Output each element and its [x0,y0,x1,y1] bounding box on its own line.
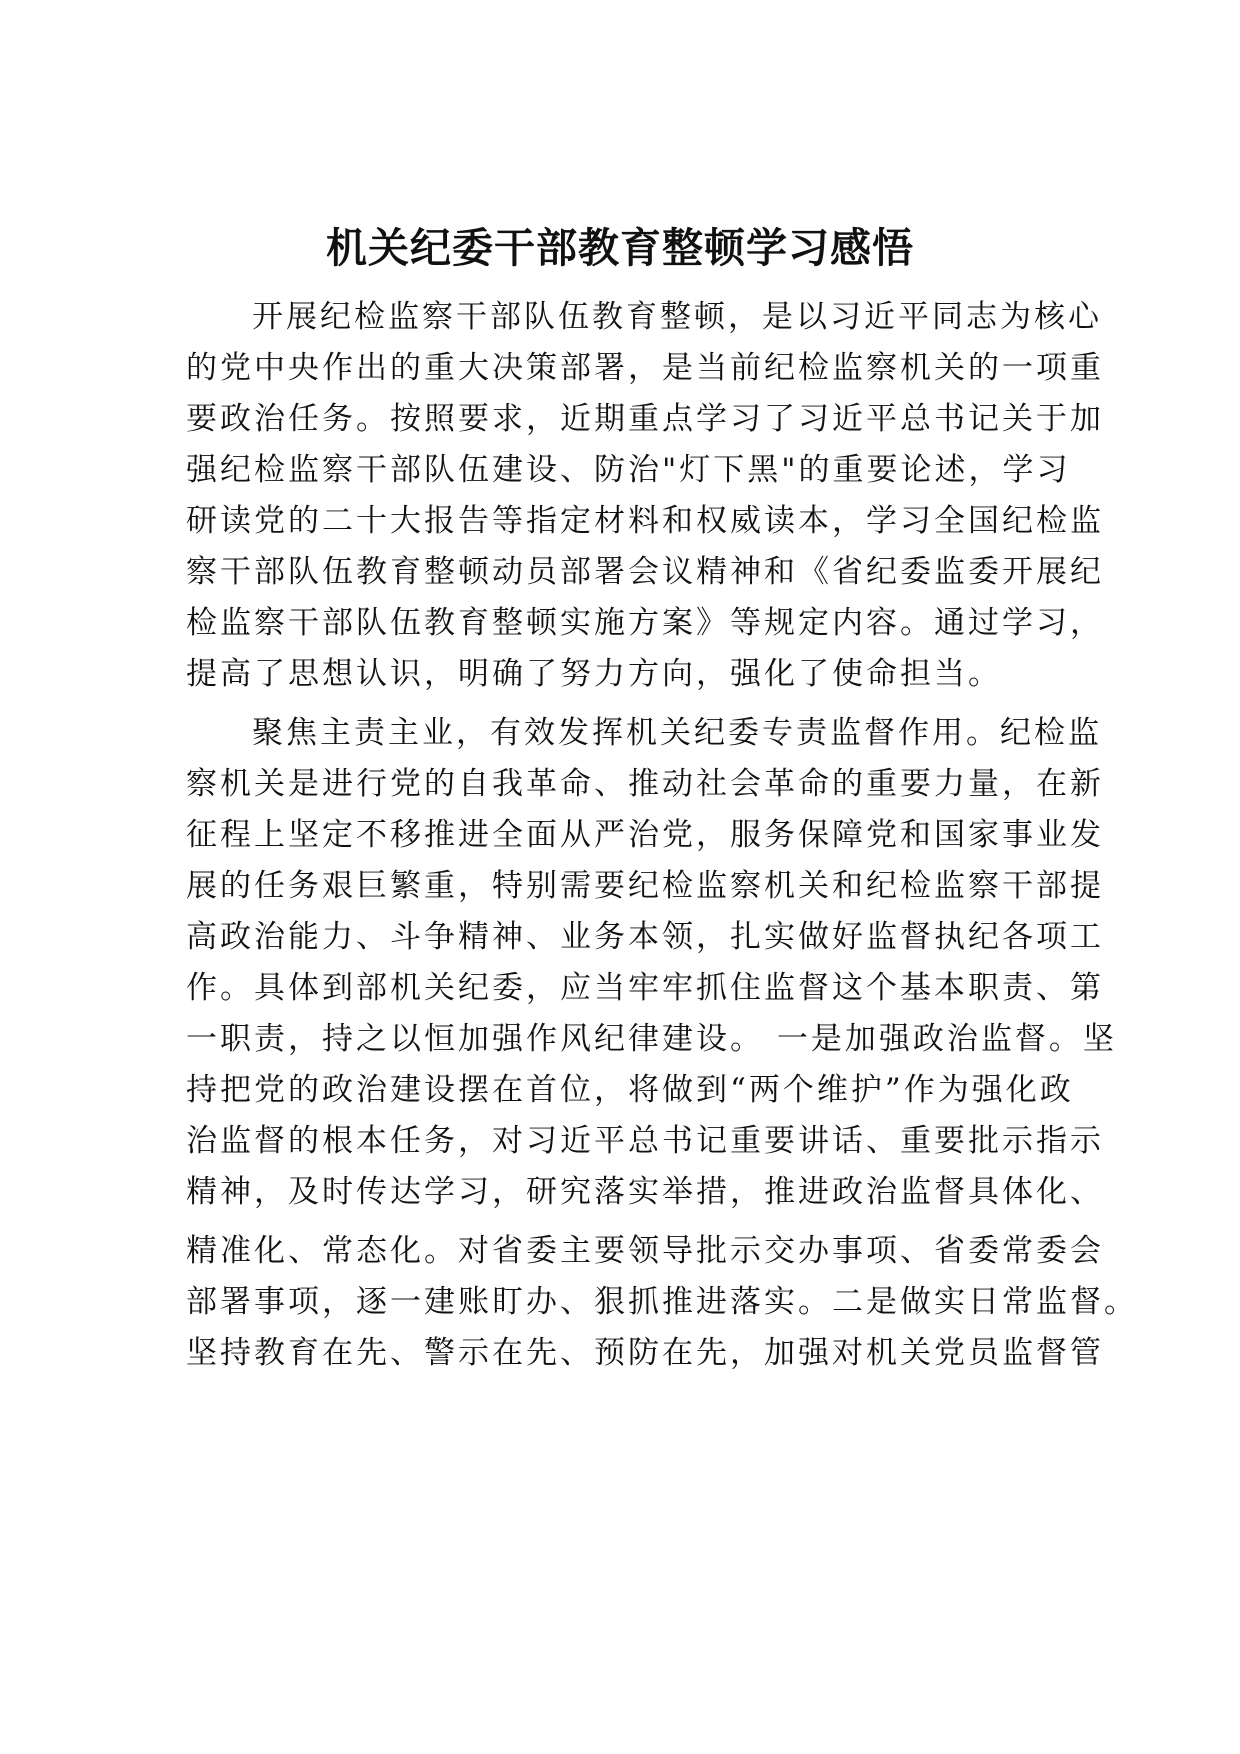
document-title: 机关纪委干部教育整顿学习感悟 [326,224,914,272]
text-line: 治监督的根本任务，对习近平总书记重要讲话、重要批示指示 [186,1123,1104,1159]
text-line: 强纪检监察干部队伍建设、防治"灯下黑"的重要论述，学习 [186,452,1071,488]
text-line: 察干部队伍教育整顿动员部署会议精神和《省纪委监委开展纪 [186,554,1104,590]
text-line: 精神，及时传达学习，研究落实举措，推进政治监督具体化、 [186,1174,1104,1210]
text-line: 要政治任务。按照要求，近期重点学习了习近平总书记关于加 [186,401,1104,437]
text-line: 开展纪检监察干部队伍教育整顿，是以习近平同志为核心 [252,299,1102,335]
text-line: 作。具体到部机关纪委，应当牢牢抓住监督这个基本职责、第 [186,970,1104,1006]
text-line: 展的任务艰巨繁重，特别需要纪检监察机关和纪检监察干部提 [186,868,1104,904]
text-line: 高政治能力、斗争精神、业务本领，扎实做好监督执纪各项工 [186,919,1104,955]
text-line: 提高了思想认识，明确了努力方向，强化了使命担当。 [186,656,1002,692]
text-line: 持把党的政治建设摆在首位，将做到“两个维护”作为强化政 [186,1072,1074,1108]
text-line: 的党中央作出的重大决策部署，是当前纪检监察机关的一项重 [186,350,1104,386]
text-line: 检监察干部队伍教育整顿实施方案》等规定内容。通过学习， [186,605,1104,641]
text-line: 研读党的二十大报告等指定材料和权威读本，学习全国纪检监 [186,503,1104,539]
text-line: 部署事项，逐一建账盯办、狠抓推进落实。二是做实日常监督。 [186,1284,1138,1320]
text-line: 聚焦主责主业，有效发挥机关纪委专责监督作用。纪检监 [252,715,1102,751]
text-line: 坚持教育在先、警示在先、预防在先，加强对机关党员监督管 [186,1335,1104,1371]
text-line: 察机关是进行党的自我革命、推动社会革命的重要力量，在新 [186,766,1104,802]
text-line: 征程上坚定不移推进全面从严治党，服务保障党和国家事业发 [186,817,1104,853]
text-line: 一职责，持之以恒加强作风纪律建设。 一是加强政治监督。坚 [186,1021,1117,1057]
paragraph-2 [186,708,1138,1379]
text-line: 精准化、常态化。对省委主要领导批示交办事项、省委常委会 [186,1233,1104,1269]
paragraph-1 [186,292,1104,700]
